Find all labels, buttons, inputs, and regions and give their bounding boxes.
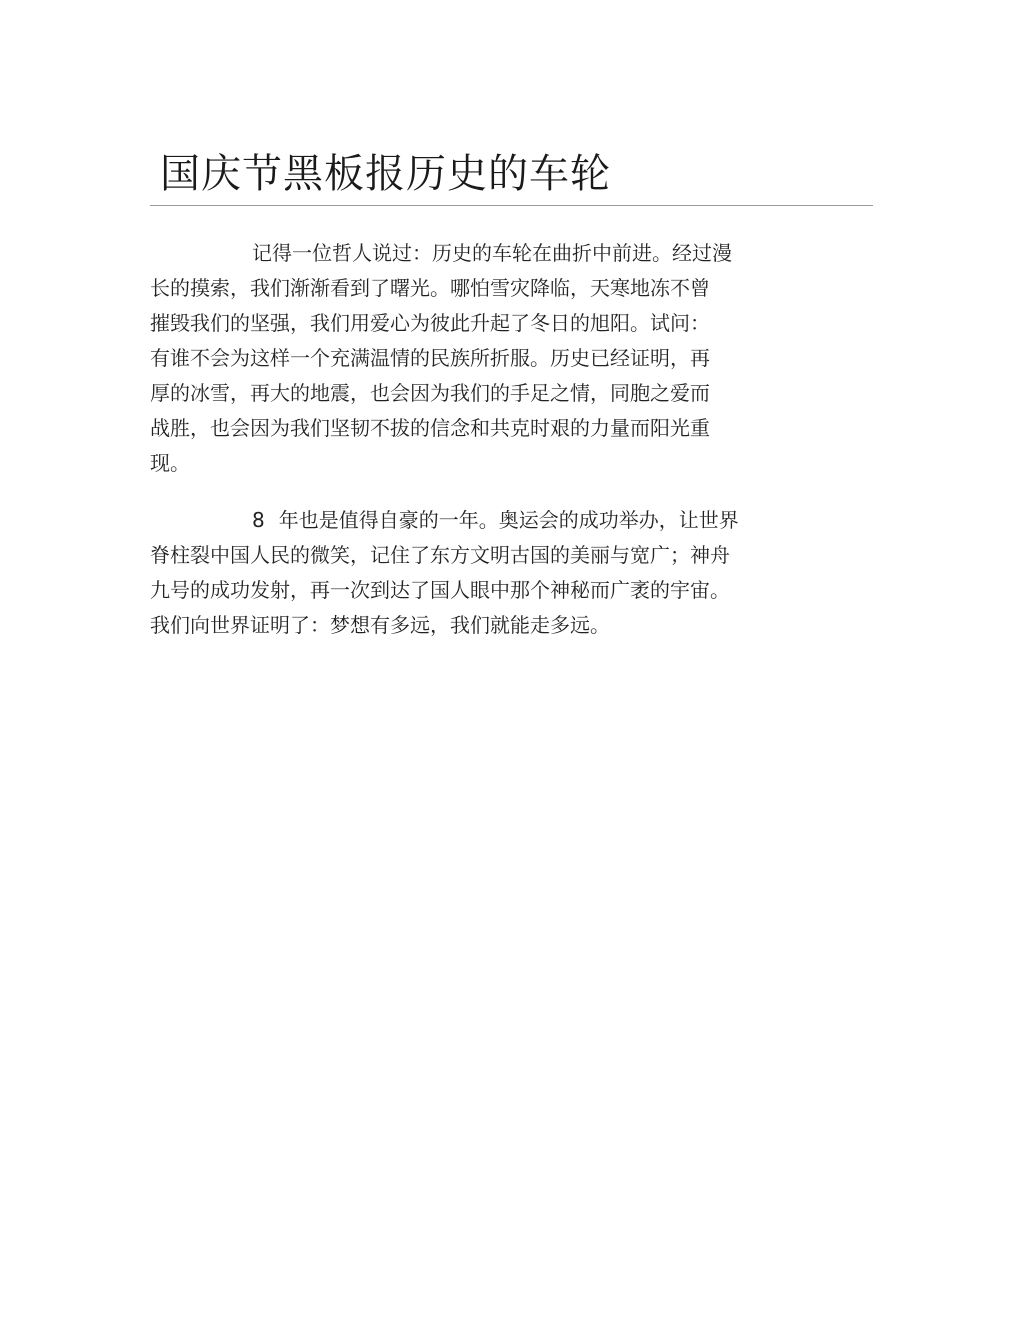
paragraph-line: 厚的冰雪，再大的地震，也会因为我们的手足之情，同胞之爱而 [150,381,710,405]
paragraph-line: 摧毁我们的坚强，我们用爱心为彼此升起了冬日的旭阳。试问： [150,311,710,335]
paragraph-line: 九号的成功发射，再一次到达了国人眼中那个神秘而广袤的宇宙。 [150,578,730,602]
paragraph-line: 我们向世界证明了：梦想有多远，我们就能走多远。 [150,613,610,637]
paragraph-line: 现。 [150,451,190,475]
paragraph-line: 长的摸索，我们渐渐看到了曙光。哪怕雪灾降临，天寒地冻不曾 [150,276,710,300]
paragraph-2 [150,503,810,643]
document-title: 国庆节黑板报历史的车轮 [160,151,611,197]
paragraph-line: 记得一位哲人说过：历史的车轮在曲折中前进。经过漫 [252,241,732,265]
paragraph-first-line [150,503,810,538]
paragraph-line-text: 年也是值得自豪的一年。奥运会的成功举办，让世界 [278,508,739,532]
paragraph-1 [150,236,810,481]
document-body [150,236,810,643]
year-number: 8 [252,508,265,532]
paragraph-line: 战胜，也会因为我们坚韧不拔的信念和共克时艰的力量而阳光重 [150,416,710,440]
title-divider [150,205,873,206]
paragraph-line: 脊柱裂中国人民的微笑，记住了东方文明古国的美丽与宽广；神舟 [150,543,730,567]
paragraph-line: 有谁不会为这样一个充满温情的民族所折服。历史已经证明，再 [150,346,710,370]
